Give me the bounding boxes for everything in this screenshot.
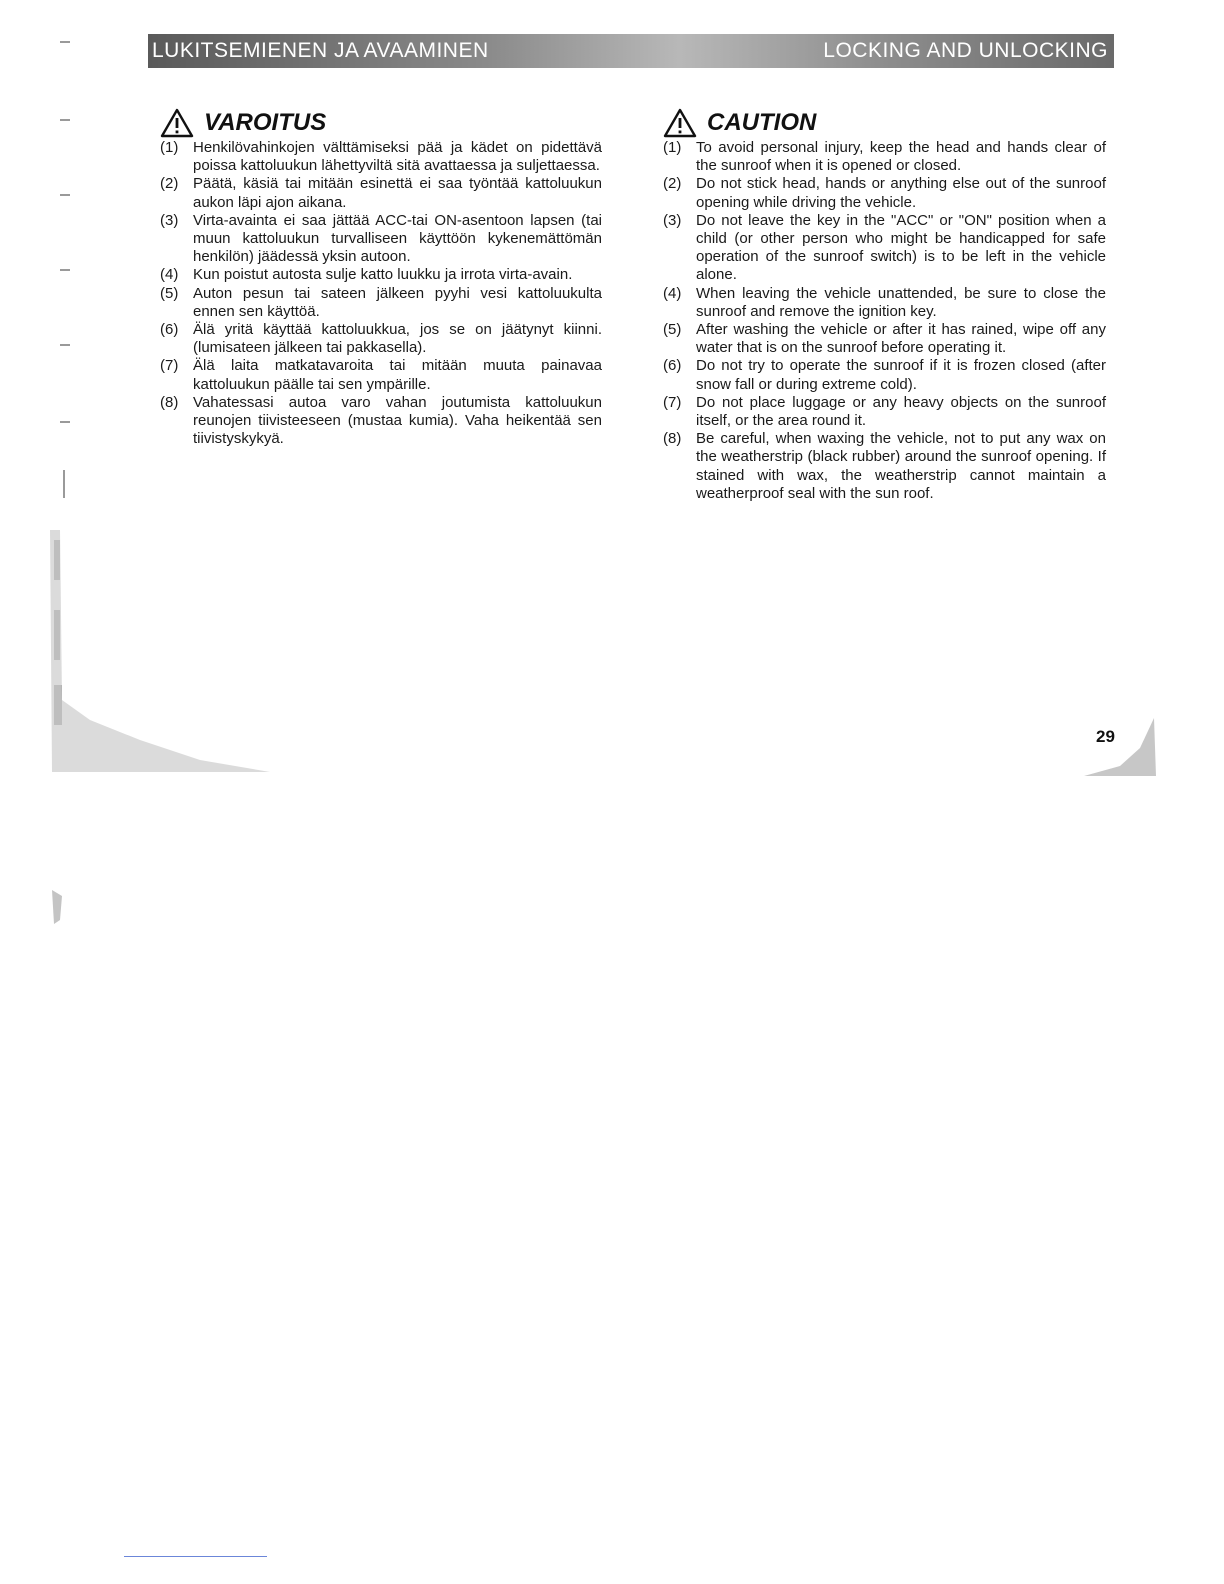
list-item — [663, 357, 1106, 393]
item-text: To avoid personal injury, keep the head and hands clear of the sunroof when it is opened or closed. — [696, 139, 1106, 175]
item-number: (7) — [160, 357, 179, 375]
item-text: Do not place luggage or any heavy objects on the sunroof itself, or the area round it. — [696, 393, 1106, 430]
list-item — [160, 285, 602, 321]
list-item — [663, 321, 1106, 357]
page-number: 29 — [1096, 727, 1115, 746]
list-item — [663, 212, 1106, 285]
item-number: (5) — [663, 321, 682, 339]
item-number: (4) — [160, 266, 179, 284]
item-number: (3) — [160, 211, 179, 229]
list-item — [160, 394, 602, 449]
warning-triangle-icon — [160, 108, 194, 138]
page-corner-shadow — [1080, 718, 1160, 780]
list-item — [160, 321, 602, 357]
item-number: (4) — [663, 284, 682, 302]
list-item — [160, 139, 602, 175]
warning-title: VAROITUS — [204, 109, 327, 136]
caution-heading — [663, 108, 1106, 138]
item-number: (6) — [160, 321, 179, 339]
list-item — [663, 175, 1106, 211]
item-number: (3) — [663, 211, 682, 229]
item-text: Kun poistut autosta sulje katto luukku ja irrota virta-avain. — [193, 266, 573, 284]
item-number: (6) — [663, 357, 682, 375]
item-text: Auton pesun tai sateen jälkeen pyyhi vesi kattoluukulta ennen sen käyttöä. — [193, 284, 602, 320]
item-text: Be careful, when waxing the vehicle, not to put any wax on the weatherstrip (black rubber) around the sunroof opening. If stained with wax, the weatherstrip cannot maintain a weatherproof seal with the sun roof. — [696, 430, 1106, 502]
finnish-warning-column — [160, 108, 602, 448]
item-text: Do not stick head, hands or anything else out of the sunroof opening while driving the vehicle. — [696, 175, 1106, 211]
item-text: Vahatessasi autoa varo vahan joutumista kattoluukun reunojen tiivisteeseen (mustaa kumia). Vaha heikentää sen tiivistyskykyä. — [193, 393, 602, 448]
item-number: (8) — [160, 393, 179, 411]
list-item — [160, 357, 602, 393]
caution-title: CAUTION — [707, 109, 817, 136]
warning-heading — [160, 108, 602, 138]
section-title-english: LOCKING AND UNLOCKING — [823, 39, 1108, 62]
item-number: (1) — [663, 139, 682, 156]
list-item — [663, 394, 1106, 430]
list-item — [160, 212, 602, 267]
item-number: (5) — [160, 284, 179, 302]
item-text: When leaving the vehicle unattended, be sure to close the sunroof and remove the ignition key. — [696, 284, 1106, 320]
item-text: Do not try to operate the sunroof if it is frozen closed (after snow fall or during extreme cold). — [696, 357, 1106, 393]
item-number: (2) — [663, 175, 682, 193]
item-text: Henkilövahinkojen välttämiseksi pää ja kädet on pidettävä poissa kattoluukun lähettyviltä sitä avattaessa ja suljettaessa. — [193, 139, 602, 175]
item-number: (1) — [160, 139, 179, 156]
english-caution-column — [663, 108, 1106, 503]
item-text: Älä yritä käyttää kattoluukkua, jos se on jäätynyt kiinni.(lumisateen jälkeen tai pakkasella). — [193, 321, 602, 357]
section-header-bar — [148, 34, 1114, 68]
list-item — [663, 430, 1106, 503]
list-item — [160, 266, 602, 284]
item-text: After washing the vehicle or after it has rained, wipe off any water that is on the sunroof before operating it. — [696, 321, 1106, 357]
list-item — [663, 285, 1106, 321]
item-text: Do not leave the key in the "ACC" or "ON" position when a child (or other person who might be handicapped for safe operation of the sunroof switch) is to be left in the vehicle alone. — [696, 211, 1106, 284]
item-text: Päätä, käsiä tai mitään esinettä ei saa työntää kattoluukun aukon läpi ajon aikana. — [193, 175, 602, 211]
item-text: Virta-avainta ei saa jättää ACC-tai ON-asentoon lapsen (tai muun kattoluukun turvalliseen käyttöön kykenemättömän henkilön) jäädessä yksin autoon. — [193, 211, 602, 266]
item-number: (8) — [663, 430, 682, 448]
item-text: Älä laita matkatavaroita tai mitään muuta painavaa kattoluukun päälle tai sen ympärille. — [193, 357, 602, 393]
item-number: (7) — [663, 393, 682, 411]
footer-rule — [124, 1556, 267, 1557]
list-item — [160, 175, 602, 211]
list-item — [663, 139, 1106, 175]
item-number: (2) — [160, 175, 179, 193]
section-title-finnish: LUKITSEMIENEN JA AVAAMINEN — [152, 39, 489, 62]
warning-triangle-icon — [663, 108, 697, 138]
